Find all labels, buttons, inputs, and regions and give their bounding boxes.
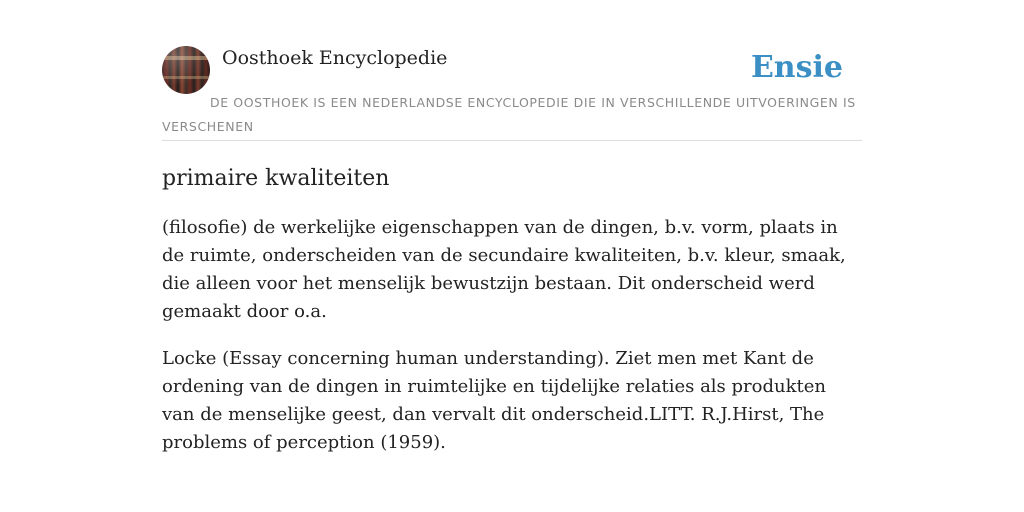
article-paragraph: Locke (Essay concerning human understanding). Ziet men met Kant de ordening van de dingen in ruimtelijke en tijdelijke relaties als produkten van de menselijke geest, dan vervalt dit onderscheid.LITT. R.J.Hirst, The problems of perception (1959). xyxy=(162,348,826,453)
site-header xyxy=(162,46,862,141)
article-title: primaire kwaliteiten xyxy=(162,166,390,191)
brand-logo[interactable]: Ensie xyxy=(750,50,843,85)
avatar-shine xyxy=(162,46,210,94)
site-tagline: DE OOSTHOEK IS EEN NEDERLANDSE ENCYCLOPEDIE DIE IN VERSCHILLENDE UITVOERINGEN IS VERSCHENEN xyxy=(162,95,856,134)
article xyxy=(162,160,864,457)
article-paragraph: (filosofie) de werkelijke eigenschappen van de dingen, b.v. vorm, plaats in de ruimte, onderscheiden van de secundaire kwaliteiten, b.v. kleur, smaak, die alleen voor het menselijk bewustzijn bestaan. Dit onderscheid werd gemaakt door o.a. xyxy=(162,217,846,322)
site-title[interactable]: Oosthoek Encyclopedie xyxy=(222,47,448,69)
encyclopedia-books-icon[interactable] xyxy=(162,46,210,94)
